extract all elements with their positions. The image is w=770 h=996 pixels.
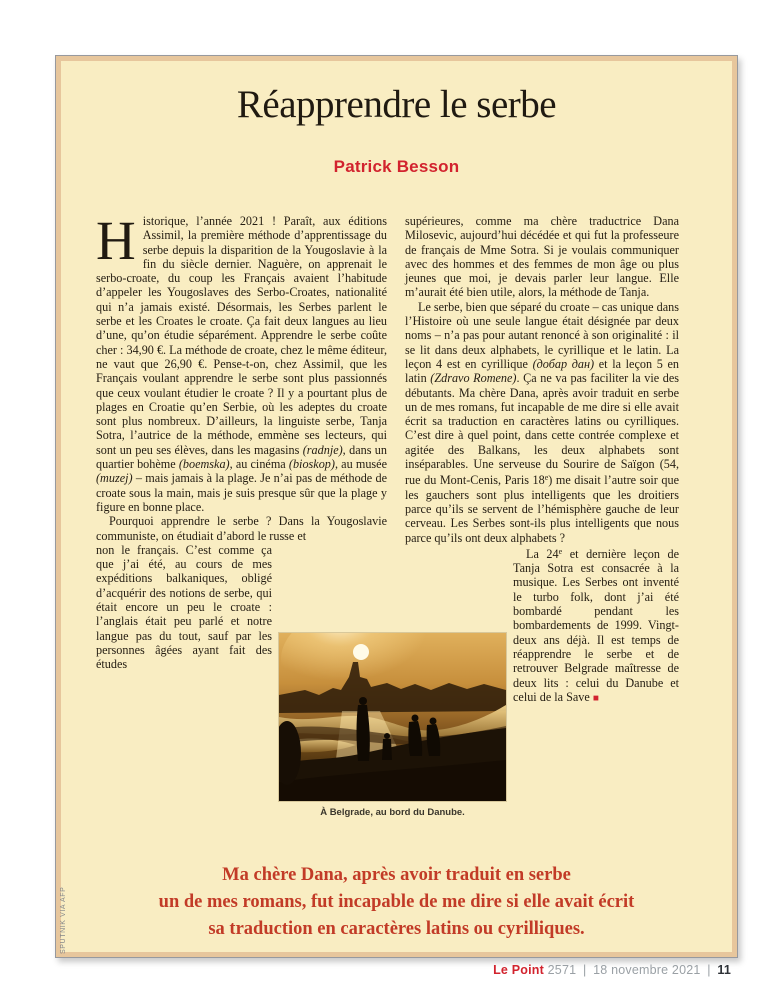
- text-segment: (muzej): [96, 471, 133, 486]
- text-segment: ) me disait l’autre soir que les gauchers sont plus intelligents que les droitiers parce qu’ils se servent de l’hémisphère gauche de leur cerveau. Les Serbes sont-ils plus intelligents que nous parce qu’ils ont deux alphabets ?: [405, 473, 679, 545]
- article-column-left: [96, 210, 387, 672]
- text-segment: (bioskop): [288, 457, 335, 472]
- text-segment: , au musée: [334, 457, 387, 472]
- text-segment: , au cinéma: [229, 457, 289, 472]
- paragraph: [405, 214, 679, 300]
- text-segment: Pourquoi apprendre le serbe ? Dans la Yougoslavie communiste, on étudiait d’abord le russe et: [96, 514, 387, 543]
- column-right-narrow-wrap: [513, 545, 679, 706]
- text-segment: La 24: [526, 546, 559, 561]
- text-segment: (Zdravo Romene): [430, 371, 517, 386]
- sun: [353, 644, 369, 660]
- photo-caption: À Belgrade, au bord du Danube.: [320, 807, 465, 818]
- text-segment: istorique, l’année 2021 ! Paraît, aux éditions Assimil, la première méthode d’apprentissage du serbe depuis la disparition de la Yougoslavie à la fin du siècle dernier. Naguère, on apprenait le serbo-croate, du coup les Français avaient l’habitude d’appeler les Yougoslaves des Serbo-Croates, nationalité qui n’a jamais existé. Désormais, les Serbes parlent le serbe et les Croates le croate. Ça fait deux langues au lieu d’une, qu’on étudie séparément. Apprendre le serbe coûte cher : 34,90 €. La méthode de croate, chez le même éditeur, ne vaut que 26,90 €. Pense-t-on, chez Assimil, que les Français voulant apprendre le serbe sont plus passionnés que ceux voulant étudier le croate ? Il y a pourtant plus de plages en Croatie qu’en Serbie, où les adeptes du croate sont plus nombreux. D’ailleurs, la linguiste serbe, Tanja Sotra, l’autrice de la méthode, emmène ses lecteurs, qui sont un peu ses élèves, dans les magasins: [96, 214, 387, 457]
- footer: [493, 963, 731, 977]
- footer-date: 18 novembre 2021: [593, 963, 701, 977]
- sunset-photo-illustration: [279, 633, 506, 801]
- paragraph: [96, 514, 387, 543]
- text-segment: (boemska): [178, 457, 230, 472]
- paragraph: [405, 300, 679, 545]
- article-title: Réapprendre le serbe: [236, 83, 557, 126]
- paragraph: [513, 545, 679, 706]
- paragraph: [96, 210, 387, 514]
- text-segment: – mais jamais à la plage. Je n’ai pas de méthode de croate sous la main, mais je suis presque sûr que la plage y figure en bonne place.: [96, 471, 387, 514]
- text-segment: supérieures, comme ma chère traductrice Dana Milosevic, aujourd’hui décédée et qui fut la professeure de français de Mme Sotra. Si je voulais communiquer avec des hommes et des femmes de mon âge ou plus jeunes que moi, je devais parler leur langue. Elle m’aurait été bien utile, alors, la méthode de Tanja.: [405, 214, 679, 300]
- pipe-separator: |: [707, 963, 711, 977]
- text-segment: Le serbe, bien que séparé du croate – cas unique dans l’Histoire où une seule langue était désignée par deux noms – n’a pas pour autant renoncé à son originalité : il se lit dans deux alphabets, le cyrillique et le latin. La leçon 4 est en cyrillique: [405, 299, 679, 371]
- text-segment: ■: [592, 692, 599, 704]
- pull-quote-line: Ma chère Dana, après avoir traduit en serbe: [222, 865, 571, 885]
- text-segment: . Ça ne va pas faciliter la vie des débutants. Ma chère Dana, après avoir traduit en serbe un de mes romans, fut incapable de me dire si elle avait écrit sa traduction en caractères latins ou cyrilliques. C’est dire à quel point, dans cette contrée complexe et agitée des Balkans, les deux alphabets sont inséparables. Une serveuse du Sourire de Saïgon (54, rue du Mont-Cenis, Paris 18: [405, 371, 679, 488]
- text-segment: (добар дан): [532, 356, 595, 371]
- pull-quote: [96, 862, 697, 943]
- text-segment: , dans un quartier bohème: [96, 442, 387, 472]
- paragraph: [96, 543, 272, 672]
- photo-belgrade-danube: [279, 633, 506, 801]
- pipe-separator: |: [582, 963, 587, 977]
- photo-credit: SPUTNIK VIA AFP: [60, 886, 67, 954]
- footer-brand: Le Point: [493, 963, 544, 977]
- column-left-narrow-wrap: [96, 543, 272, 672]
- text-segment: et la leçon 5 en latin: [405, 356, 679, 386]
- text-segment: e: [558, 546, 563, 556]
- column-left-main: [96, 210, 387, 543]
- text-segment: (radnje): [302, 442, 343, 457]
- author-byline: Patrick Besson: [333, 157, 460, 176]
- page-sheet: [55, 55, 738, 958]
- drop-cap: H: [96, 210, 136, 271]
- column-right-main: [405, 214, 679, 545]
- text-segment: non le français. C’est comme ça que j’ai été, au cours de mes expéditions balkaniques, obligé d’acquérir des notions de serbe, qui était encore un peu le croate : l’anglais était peu parlé et notre langue pas du tout, sauf par les personnes âgées ayant fait des études: [96, 542, 272, 672]
- footer-issue: 2571: [547, 963, 577, 977]
- pull-quote-line: un de mes romans, fut incapable de me dire si elle avait écrit: [158, 892, 635, 912]
- footer-page-number: 11: [717, 963, 731, 977]
- text-segment: e: [544, 473, 549, 483]
- pull-quote-line: sa traduction en caractères latins ou cyrilliques.: [208, 919, 585, 939]
- text-segment: et dernière leçon de Tanja Sotra est consacrée à la musique. Les Serbes ont inventé le turbo folk, dont j’ai été bombardé pendant les bombardements de 1999. Vingt-deux ans déjà. Il est temps de réapprendre le serbe et de retrouver Belgrade maîtresse de deux lits : celui du Danube et celui de la Save: [513, 546, 679, 704]
